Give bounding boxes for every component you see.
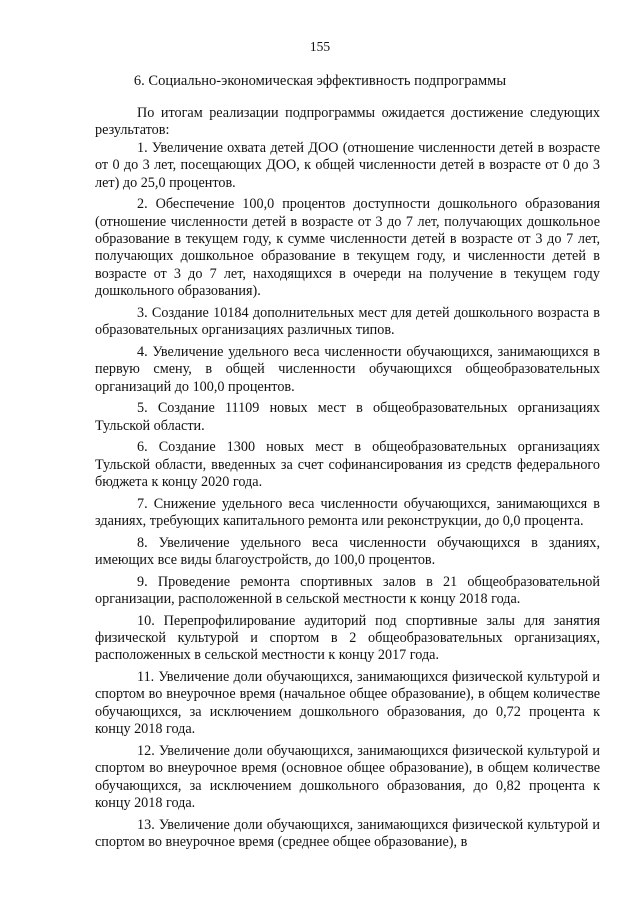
list-item: 13. Увеличение доли обучающихся, занимающихся физической культурой и спортом во внеурочное время (среднее общее образование), в (95, 816, 600, 851)
list-item: 11. Увеличение доли обучающихся, занимающихся физической культурой и спортом во внеурочное время (начальное общее образование), в общем количестве обучающихся, за исключением дошкольного образования, до 0,72 процента к концу 2018 года. (95, 669, 600, 738)
page-number: 155 (309, 39, 331, 54)
section-title: 6. Социально-экономическая эффективность подпрограммы (133, 73, 507, 89)
list-item: 12. Увеличение доли обучающихся, занимающихся физической культурой и спортом во внеурочное время (основное общее образование), в общем количестве обучающихся, за исключением дошкольного образования, до 0,82 процента к концу 2018 года. (95, 742, 600, 812)
list-item: 10. Перепрофилирование аудиторий под спортивные залы для занятия физической культурой и спортом в 2 общеобразовательных организациях, расположенных в сельской местности к концу 2017 года. (95, 612, 600, 664)
intro-paragraph: По итогам реализации подпрограммы ожидается достижение следующих результатов: (95, 105, 600, 139)
list-item: 6. Создание 1300 новых мест в общеобразовательных организациях Тульской области, введенных за счет софинансирования из средств федерального бюджета к концу 2020 года. (95, 439, 600, 491)
body-text (95, 105, 600, 856)
list-item: 1. Увеличение охвата детей ДОО (отношение численности детей в возрасте от 0 до 3 лет, посещающих ДОО, к общей численности детей в возрасте от 0 до 3 лет) до 25,0 процентов. (95, 139, 600, 191)
list-item: 2. Обеспечение 100,0 процентов доступности дошкольного образования (отношение численности детей в возрасте от 3 до 7 лет, получающих дошкольное образование в текущем году, к сумме численности детей в возрасте от 3 до 7 лет, получающих дошкольное образование в текущем году, и численности детей в возрасте от 3 до 7 лет, находящихся в очереди на получение в текущем году дошкольного образования). (95, 196, 600, 300)
list-item: 3. Создание 10184 дополнительных мест для детей дошкольного возраста в образовательных организациях различных типов. (95, 304, 600, 339)
list-item: 9. Проведение ремонта спортивных залов в 21 общеобразовательной организации, расположенной в сельской местности к концу 2018 года. (95, 573, 600, 608)
list-item: 4. Увеличение удельного веса численности обучающихся, занимающихся в первую смену, в общей численности обучающихся общеобразовательных организаций до 100,0 процентов. (95, 343, 600, 395)
list-item: 8. Увеличение удельного веса численности обучающихся в зданиях, имеющих все виды благоустройств, до 100,0 процентов. (95, 534, 600, 569)
list-item: 5. Создание 11109 новых мест в общеобразовательных организациях Тульской области. (95, 400, 600, 434)
list-item: 7. Снижение удельного веса численности обучающихся, занимающихся в зданиях, требующих капитального ремонта или реконструкции, до 0,0 процента. (95, 495, 600, 530)
